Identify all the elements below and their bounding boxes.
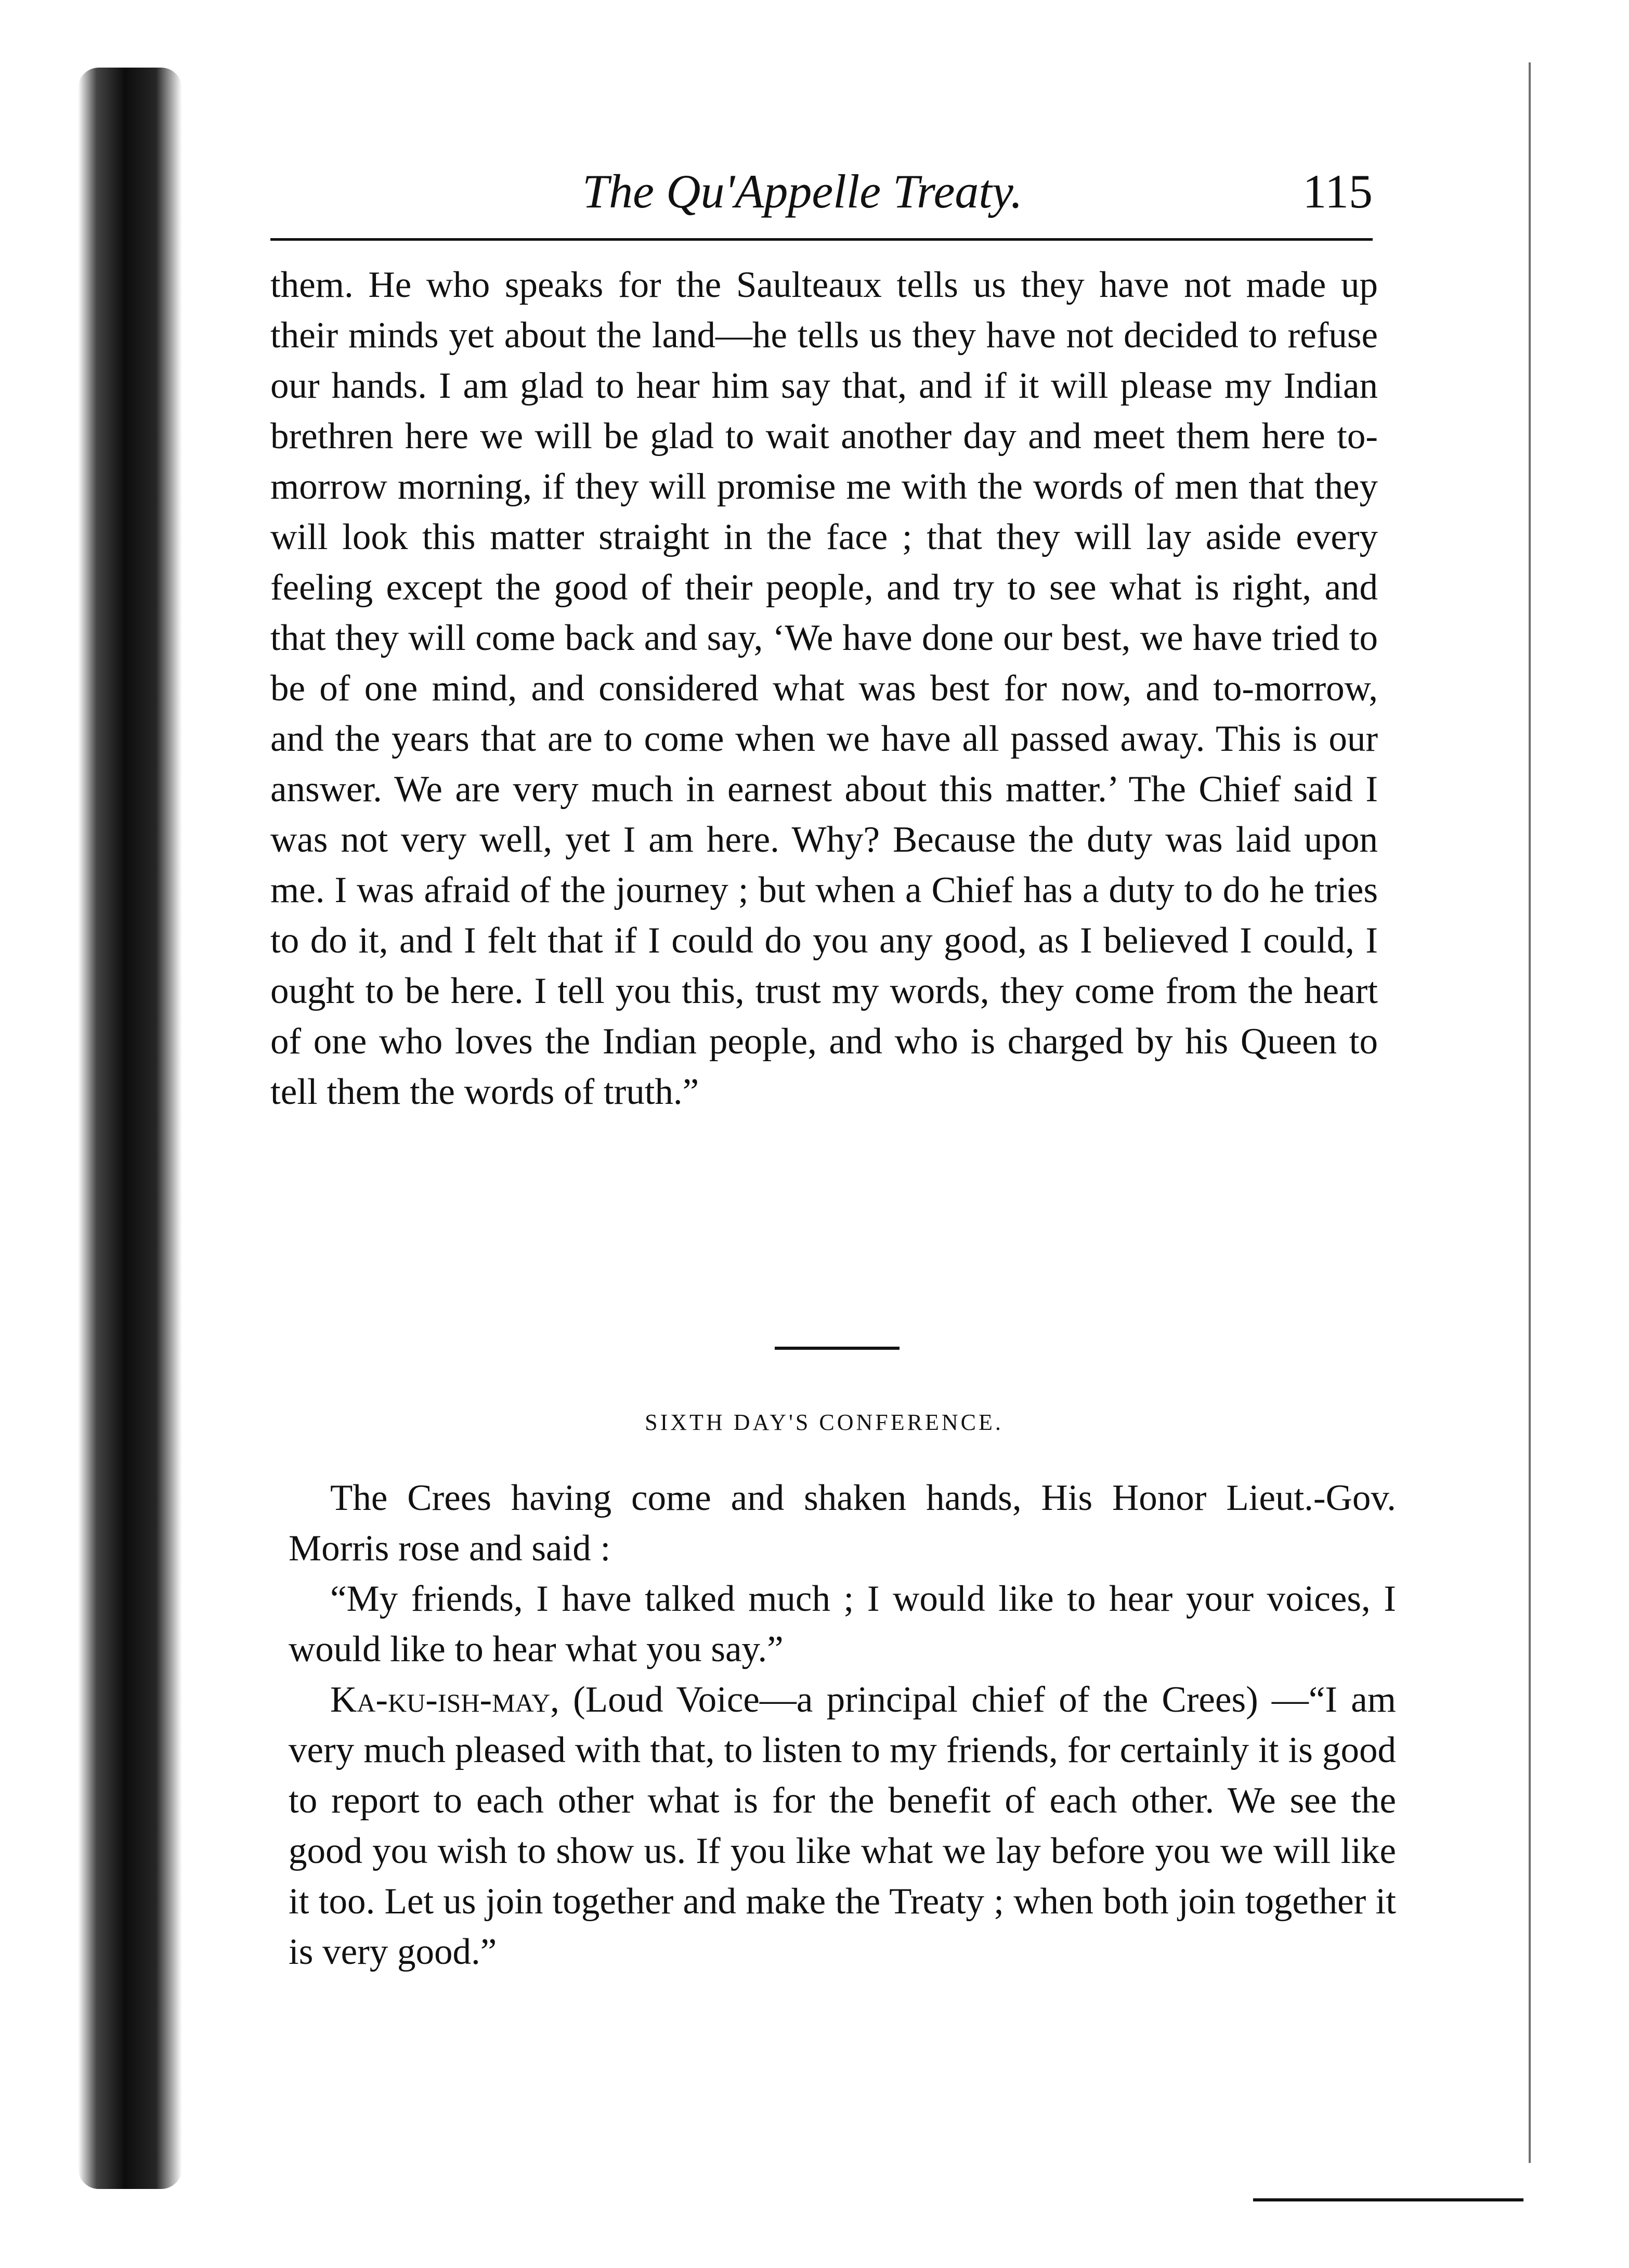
page-header: [270, 153, 1373, 231]
header-rule: [270, 238, 1373, 241]
footer-rule: [1253, 2198, 1523, 2201]
paragraph: them. He who speaks for the Saulteaux tells us they have not made up their minds yet about the land—he tells us they have not decided to refuse our hands. I am glad to hear him say that, and if it will please my Indian brethren here we will be glad to wait another day and meet them here to-morrow morning, if they will promise me with the words of men that they will look this matter straight in the face ; that they will lay aside every feeling except the good of their people, and try to see what is right, and that they will come back and say, ‘We have done our best, we have tried to be of one mind, and considered what was best for now, and to-morrow, and the years that are to come when we have all passed away. This is our answer. We are very much in earnest about this matter.’ The Chief said I was not very well, yet I am here. Why? Because the duty was laid upon me. I was afraid of the journey ; but when a Chief has a duty to do he tries to do it, and I felt that if I could do you any good, as I believed I could, I ought to be here. I tell you this, trust my words, they come from the heart of one who loves the Indian people, and who is charged by his Queen to tell them the words of truth.”: [270, 265, 1378, 1112]
paragraph: The Crees having come and shaken hands, His Honor Lieut.-Gov. Morris rose and said :: [289, 1478, 1396, 1569]
paragraph: “My friends, I have talked much ; I would like to hear your voices, I would like to hear what you say.”: [289, 1579, 1396, 1670]
running-title: The Qu'Appelle Treaty.: [582, 165, 1023, 218]
speaker-name: Ka-ku-ish-may,: [330, 1679, 559, 1720]
book-spine-shadow: [78, 68, 182, 2189]
page-edge-line: [1529, 62, 1531, 2163]
section-separator: [775, 1347, 900, 1350]
paragraph-text: (Loud Voice—a principal chief of the Crees) —“I am very much pleased with that, to listen to my friends, for certainly it is good to report to each other what is for the benefit of each other. We see the good you wish to show us. If you like what we lay before you we will like it too. Let us join together and make the Treaty ; when both join together it is very good.”: [289, 1679, 1396, 1972]
page-number: 115: [1302, 165, 1373, 218]
section-heading: SIXTH DAY'S CONFERENCE.: [645, 1410, 1004, 1435]
paragraph: [289, 1675, 1396, 1977]
section-text: [289, 1473, 1396, 1977]
main-text: [270, 260, 1378, 1117]
